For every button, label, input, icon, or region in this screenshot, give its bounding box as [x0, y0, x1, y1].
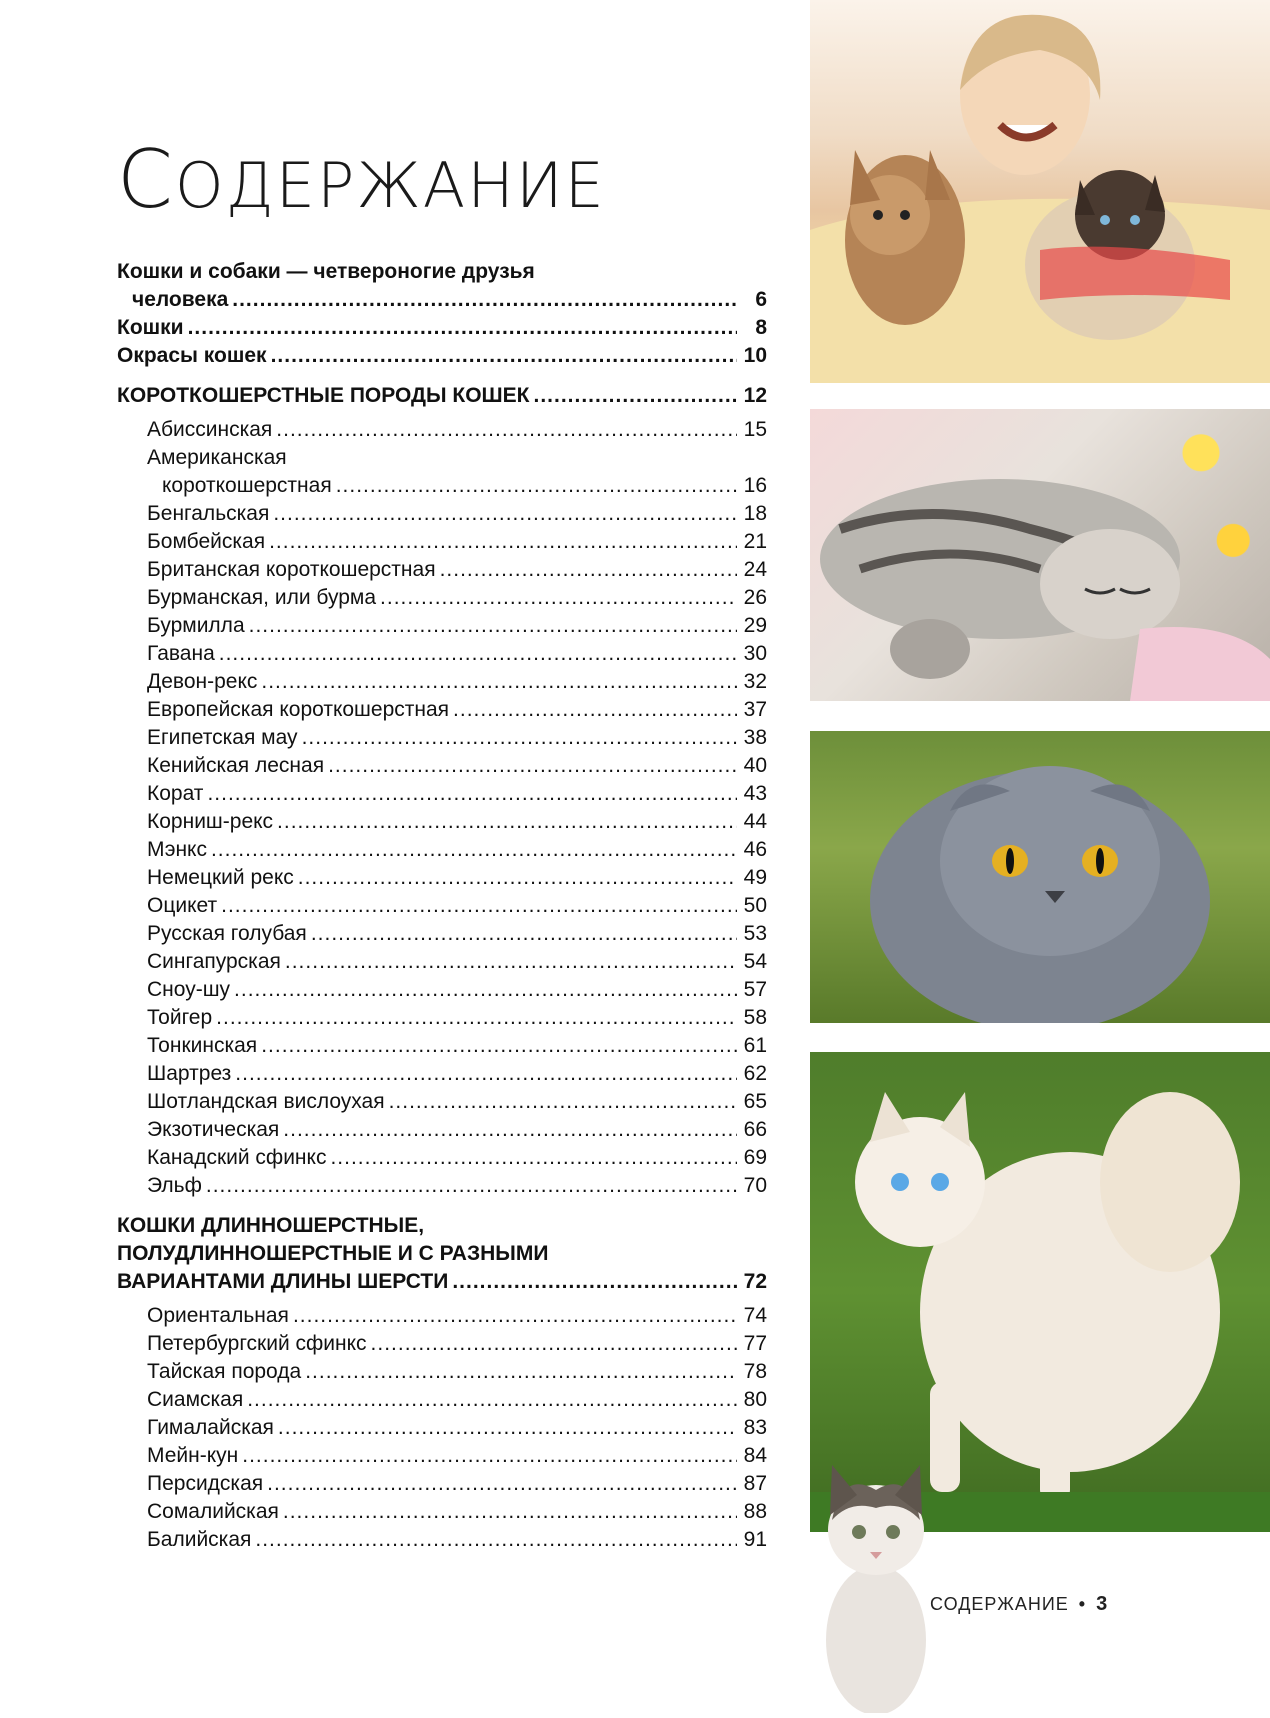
section-heading-label: КОРОТКОШЕРСТНЫЕ ПОРОДЫ КОШЕК — [117, 384, 530, 407]
toc-entry-page: 88 — [743, 1500, 767, 1523]
toc-entry[interactable] — [117, 724, 767, 752]
toc-entry[interactable] — [117, 640, 767, 668]
toc-section-heading[interactable] — [117, 1268, 767, 1296]
toc-entry-page: 61 — [743, 1034, 767, 1057]
toc-entry-page: 77 — [743, 1332, 767, 1355]
toc-entry-page: 38 — [743, 726, 767, 749]
short-hair-list — [117, 416, 767, 1200]
toc-entry[interactable] — [117, 472, 767, 500]
toc-entry-page: 37 — [743, 698, 767, 721]
toc-entry-page: 40 — [743, 754, 767, 777]
photo-girl-with-pets — [810, 0, 1270, 383]
toc-entry-label: Сингапурская — [147, 950, 281, 973]
toc-entry[interactable] — [117, 612, 767, 640]
toc-entry-page: 18 — [743, 502, 767, 525]
toc-entry[interactable] — [117, 1470, 767, 1498]
toc-entry[interactable] — [117, 920, 767, 948]
toc-entry-label: Мэнкс — [147, 838, 207, 861]
toc-entry-label: Бурмилла — [147, 614, 245, 637]
toc-entry-page: 53 — [743, 922, 767, 945]
toc-entry-page: 29 — [743, 614, 767, 637]
toc-entry-label: Балийская — [147, 1528, 252, 1551]
toc-entry[interactable] — [117, 892, 767, 920]
toc-entry[interactable] — [117, 1358, 767, 1386]
toc-entry[interactable] — [117, 1144, 767, 1172]
footer-section: СОДЕРЖАНИЕ — [930, 1594, 1069, 1614]
toc-entry[interactable] — [117, 836, 767, 864]
toc-entry-page: 78 — [743, 1360, 767, 1383]
toc-entry-page: 91 — [743, 1528, 767, 1551]
toc-entry[interactable] — [117, 1498, 767, 1526]
toc-entry-label: Немецкий рекс — [147, 866, 294, 889]
toc-entry-label: Мейн-кун — [147, 1444, 239, 1467]
toc-entry-label: Кенийская лесная — [147, 754, 325, 777]
footer-separator: • — [1078, 1594, 1087, 1614]
kitten-illustration — [812, 1460, 940, 1713]
toc-entry[interactable] — [117, 1088, 767, 1116]
toc-entry-label: человека — [132, 288, 229, 311]
toc-entry-page: 54 — [743, 950, 767, 973]
toc-entry-label: Корат — [147, 782, 204, 805]
toc-entry-page: 6 — [755, 288, 767, 311]
toc-entry-label: Бурманская, или бурма — [147, 586, 377, 609]
toc-entry-page: 8 — [755, 316, 767, 339]
long-hair-heading-line2: ПОЛУДЛИННОШЕРСТНЫЕ И С РАЗНЫМИ — [117, 1242, 549, 1265]
toc-entry[interactable] — [117, 1032, 767, 1060]
toc-entry-label: Русская голубая — [147, 922, 307, 945]
toc-section-heading[interactable] — [117, 382, 767, 410]
toc-entry[interactable] — [117, 286, 767, 314]
toc-entry-label: Кошки — [117, 316, 184, 339]
toc-entry-page: 21 — [743, 530, 767, 553]
toc-entry[interactable] — [117, 1386, 767, 1414]
toc-entry-page: 26 — [743, 586, 767, 609]
toc-entry[interactable] — [117, 1172, 767, 1200]
toc-entry-label: короткошерстная — [162, 474, 332, 497]
toc-entry[interactable] — [117, 948, 767, 976]
toc-entry-label: Девон-рекс — [147, 670, 258, 693]
toc-entry-label: Бенгальская — [147, 502, 270, 525]
toc-entry-page: 46 — [743, 838, 767, 861]
toc-entry[interactable] — [117, 780, 767, 808]
toc-entry[interactable] — [117, 1414, 767, 1442]
toc-entry-page: 30 — [743, 642, 767, 665]
photo-scottish-fold — [810, 731, 1270, 1023]
toc-intro-line1: Кошки и собаки — четвероногие друзья — [117, 260, 535, 283]
toc-entry-label: Оцикет — [147, 894, 218, 917]
toc-entry-page: 84 — [743, 1444, 767, 1467]
toc-entry-page: 58 — [743, 1006, 767, 1029]
toc-entry[interactable] — [117, 976, 767, 1004]
toc-entry-label: Абиссинская — [147, 418, 273, 441]
table-of-contents — [117, 258, 767, 1554]
toc-entry-label: Бомбейская — [147, 530, 266, 553]
toc-entry-label: Шартрез — [147, 1062, 232, 1085]
toc-entry-label: Европейская короткошерстная — [147, 698, 450, 721]
toc-entry-page: 49 — [743, 866, 767, 889]
toc-entry-label: Ориентальная — [147, 1304, 289, 1327]
toc-entry[interactable] — [117, 314, 767, 342]
toc-entry-label: Персидская — [147, 1472, 264, 1495]
toc-entry[interactable] — [117, 1526, 767, 1554]
toc-entry-label: Сомалийская — [147, 1500, 279, 1523]
toc-entry-label: Британская короткошерстная — [147, 558, 436, 581]
long-hair-heading-line1: КОШКИ ДЛИННОШЕРСТНЫЕ, — [117, 1214, 425, 1237]
toc-entry[interactable] — [117, 500, 767, 528]
sleeping-kitten-illustration — [810, 409, 1270, 701]
toc-entry-label: Эльф — [147, 1174, 202, 1197]
toc-entry[interactable] — [117, 808, 767, 836]
toc-entry[interactable] — [117, 1302, 767, 1330]
toc-entry-page: 50 — [743, 894, 767, 917]
toc-entry[interactable] — [117, 556, 767, 584]
page-number: 3 — [1096, 1593, 1109, 1615]
title-initial: С — [117, 133, 175, 226]
toc-entry-label: Тойгер — [147, 1006, 213, 1029]
toc-entry-label: Тонкинская — [147, 1034, 258, 1057]
toc-entry[interactable] — [117, 1116, 767, 1144]
toc-entry[interactable] — [117, 668, 767, 696]
toc-entry[interactable] — [117, 416, 767, 444]
toc-entry-page: 32 — [743, 670, 767, 693]
scottish-fold-illustration — [810, 731, 1270, 1023]
toc-entry-page: 70 — [743, 1174, 767, 1197]
toc-entry-page: 62 — [743, 1062, 767, 1085]
toc-entry-page: 69 — [743, 1146, 767, 1169]
toc-entry-page: 80 — [743, 1388, 767, 1411]
long-hair-list — [117, 1302, 767, 1554]
section-heading-label: ВАРИАНТАМИ ДЛИНЫ ШЕРСТИ — [117, 1270, 449, 1293]
toc-entry-page: 43 — [743, 782, 767, 805]
toc-entry[interactable] — [117, 1442, 767, 1470]
toc-entry-page: 15 — [743, 418, 767, 441]
toc-entry-page: 87 — [743, 1472, 767, 1495]
toc-entry[interactable] — [117, 1004, 767, 1032]
photo-sleeping-kitten — [810, 409, 1270, 701]
toc-entry-label: Гавана — [147, 642, 215, 665]
section-heading-page: 72 — [743, 1270, 767, 1293]
toc-entry[interactable] — [117, 584, 767, 612]
toc-entry-page: 66 — [743, 1118, 767, 1141]
toc-entry[interactable] — [117, 752, 767, 780]
toc-entry-label: Корниш-рекс — [147, 810, 274, 833]
toc-entry-label: Сиамская — [147, 1388, 244, 1411]
toc-entry-label: Гималайская — [147, 1416, 274, 1439]
toc-entry-label: Шотландская вислоухая — [147, 1090, 385, 1113]
toc-entry-label: Окрасы кошек — [117, 344, 267, 367]
toc-entry-line1: Американская — [147, 446, 287, 469]
toc-entry-label: Канадский сфинкс — [147, 1146, 327, 1169]
section-heading-page: 12 — [743, 384, 767, 407]
page-footer — [930, 1593, 1108, 1616]
toc-entry-label: Экзотическая — [147, 1118, 280, 1141]
toc-entry-label: Тайская порода — [147, 1360, 302, 1383]
toc-entry-label: Петербургский сфинкс — [147, 1332, 367, 1355]
photo-kitten-cutout — [812, 1460, 940, 1713]
toc-entry-page: 10 — [743, 344, 767, 367]
toc-entry[interactable] — [117, 1060, 767, 1088]
toc-entry[interactable] — [117, 342, 767, 370]
toc-entry[interactable] — [117, 1330, 767, 1358]
toc-entry-page: 44 — [743, 810, 767, 833]
toc-entry-label: Египетская мау — [147, 726, 298, 749]
toc-entry-page: 74 — [743, 1304, 767, 1327]
toc-entry-label: Сноу-шу — [147, 978, 231, 1001]
toc-entry[interactable] — [117, 528, 767, 556]
toc-entry[interactable] — [117, 864, 767, 892]
toc-entry-page: 16 — [743, 474, 767, 497]
toc-entry[interactable] — [117, 696, 767, 724]
girl-pets-illustration — [810, 0, 1270, 383]
title-rest: ОДЕРЖАНИЕ — [174, 149, 606, 222]
toc-entry-page: 83 — [743, 1416, 767, 1439]
toc-entry-page: 24 — [743, 558, 767, 581]
toc-entry-page: 57 — [743, 978, 767, 1001]
page-title — [117, 133, 606, 226]
toc-entry-page: 65 — [743, 1090, 767, 1113]
